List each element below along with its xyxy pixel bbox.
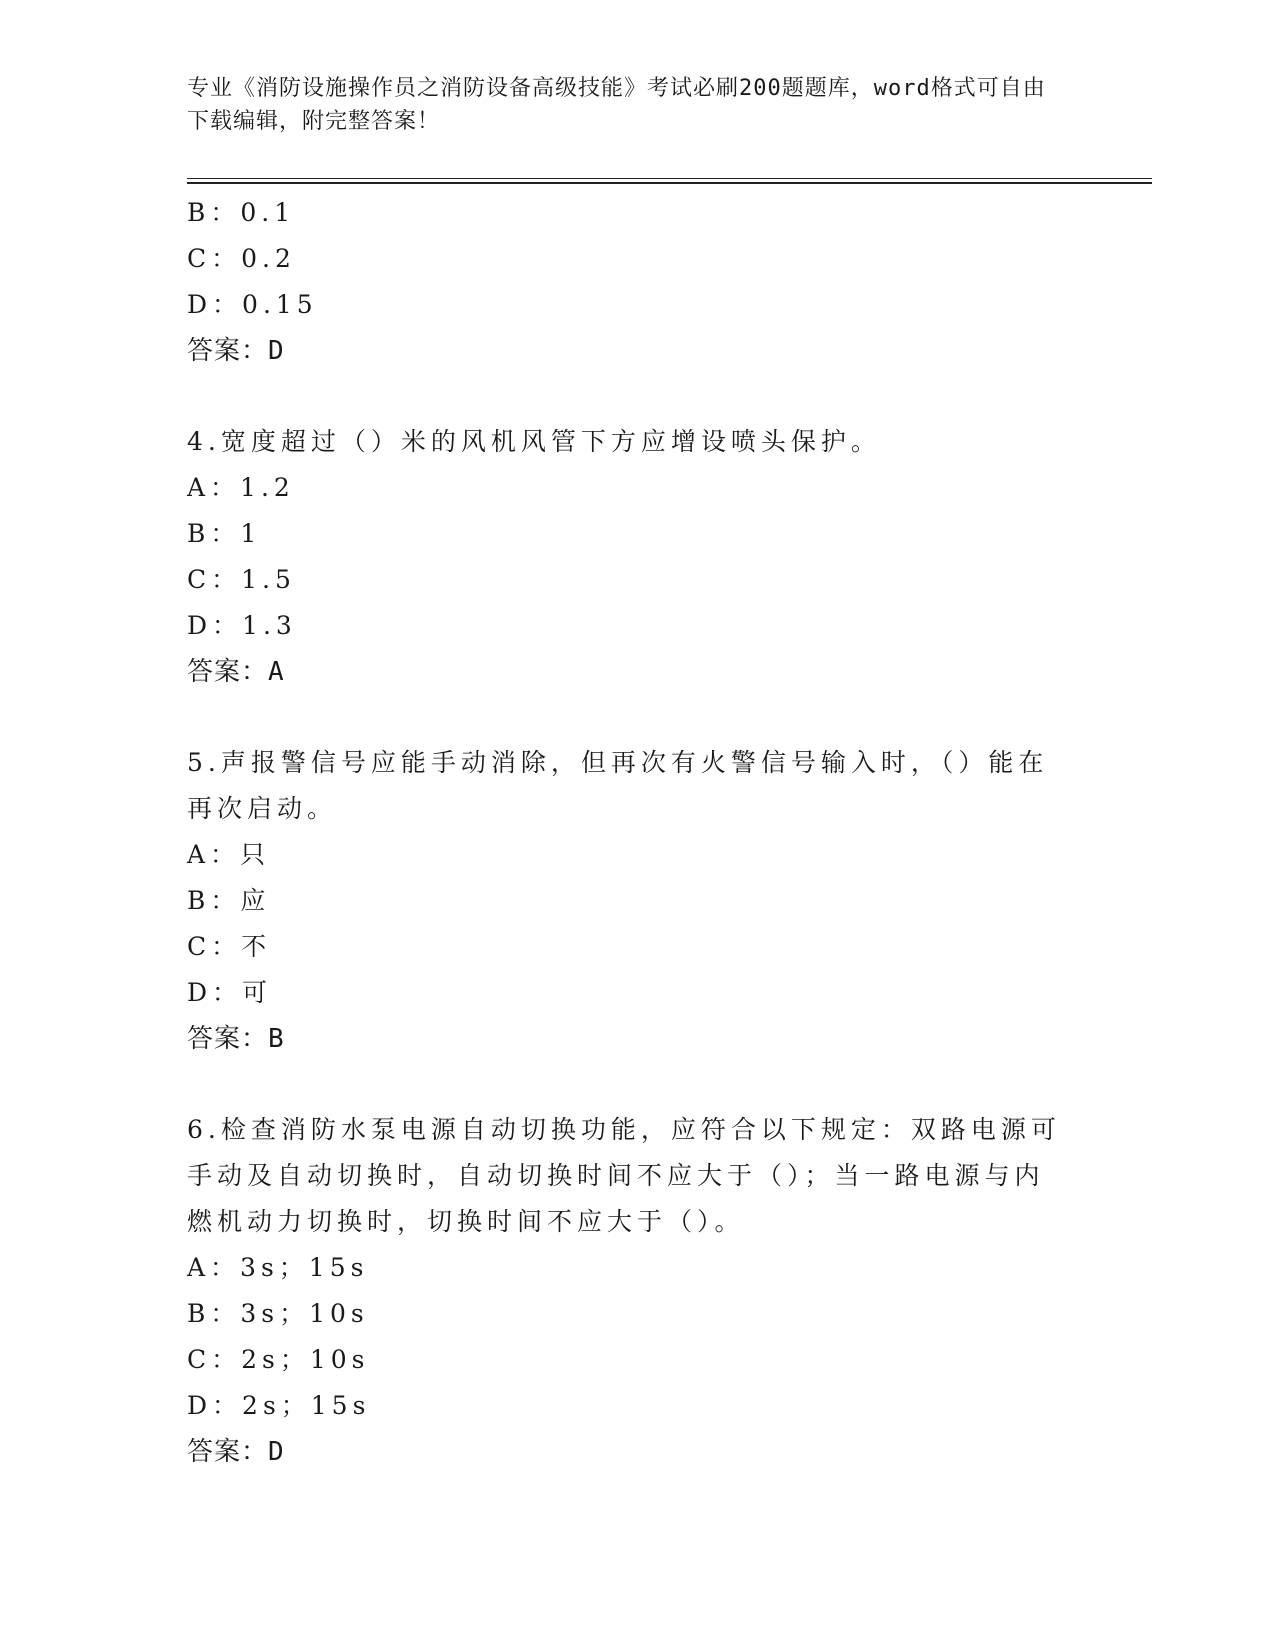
option-c: C：不 — [187, 932, 272, 961]
option-a: A：3s；15s — [187, 1253, 369, 1282]
question-text: 6.检查消防水泵电源自动切换功能，应符合以下规定：双路电源可手动及自动切换时，自动切换时间不应大于（）；当一路电源与内燃机动力切换时，切换时间不应大于（）。 — [187, 1115, 1061, 1236]
option-c: C：2s；10s — [187, 1345, 370, 1374]
option-d: D：2s；15s — [187, 1391, 371, 1420]
header-divider-thick — [187, 182, 1152, 184]
question-5 — [187, 740, 1067, 1062]
question-text: 4.宽度超过（）米的风机风管下方应增设喷头保护。 — [187, 427, 881, 456]
option-d: D：可 — [187, 978, 273, 1007]
option-b: B：应 — [187, 886, 271, 915]
answer-line: 答案：D — [187, 1437, 285, 1467]
question-text: 5.声报警信号应能手动消除，但再次有火警信号输入时，（）能在再次启动。 — [187, 748, 1049, 823]
answer-line: 答案：A — [187, 657, 285, 687]
option-c: C：1.5 — [187, 565, 296, 594]
option-d: D：0.15 — [187, 290, 318, 319]
spacer — [187, 1062, 1067, 1107]
spacer — [187, 374, 1067, 419]
document-header: 专业《消防设施操作员之消防设备高级技能》考试必刷200题题库，word格式可自由下载编辑，附完整答案！ — [187, 76, 1046, 134]
answer-line: 答案：B — [187, 1024, 285, 1054]
question-6 — [187, 1107, 1067, 1475]
option-b: B：1 — [187, 519, 262, 548]
option-d: D：1.3 — [187, 611, 297, 640]
option-b: B：3s；10s — [187, 1299, 369, 1328]
option-a: A：1.2 — [187, 473, 295, 502]
question-4 — [187, 419, 1067, 695]
question-list — [187, 190, 1067, 1475]
option-b: B：0.1 — [187, 198, 296, 227]
option-a: A：只 — [187, 840, 271, 869]
spacer — [187, 695, 1067, 740]
option-c: C：0.2 — [187, 244, 296, 273]
answer-line: 答案：D — [187, 336, 285, 366]
question-3-continued — [187, 190, 1067, 374]
header-divider-thin — [187, 178, 1152, 179]
